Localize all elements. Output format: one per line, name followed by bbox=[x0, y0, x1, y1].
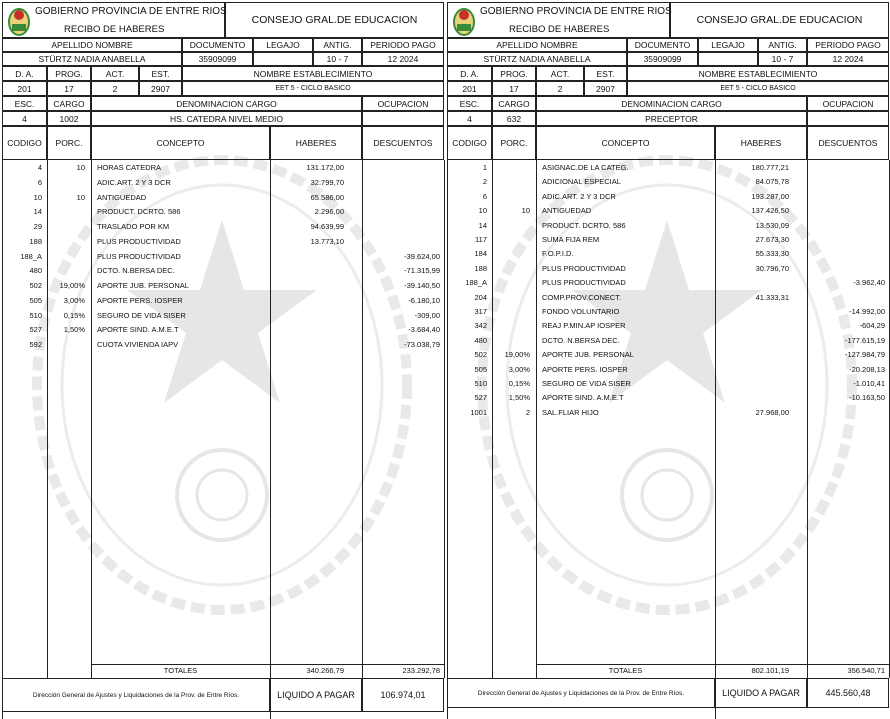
gov-title: GOBIERNO PROVINCIA DE ENTRE RIOS bbox=[480, 6, 672, 17]
codigo-cell: 188 bbox=[474, 263, 487, 273]
footer-divider bbox=[447, 708, 448, 719]
porc-cell: 10 bbox=[76, 192, 85, 202]
totals-label: TOTALES bbox=[163, 666, 198, 675]
codigo-cell: 4 bbox=[37, 163, 42, 172]
porc-cell: 1,50% bbox=[63, 325, 85, 335]
liquido-value: 106.974,01 bbox=[362, 678, 444, 712]
header-4: PERIODO PAGO bbox=[807, 38, 889, 52]
haberes-cell: 27.673,30 bbox=[755, 235, 789, 244]
concepto-cell: FONDO VOLUNTARIO bbox=[542, 307, 620, 316]
table-row bbox=[447, 321, 889, 333]
codigo-cell: 317 bbox=[474, 307, 487, 316]
value2-4: EET 5 - CICLO BASICO bbox=[182, 81, 444, 96]
concepto-cell: ASIGNAC.DE LA CATEG. bbox=[542, 163, 629, 172]
codigo-cell: 14 bbox=[478, 220, 487, 230]
haberes-cell: 27.968,00 bbox=[755, 407, 789, 417]
codigo-cell: 14 bbox=[33, 207, 42, 217]
haberes-cell: 94.639,99 bbox=[310, 222, 344, 231]
header2-0: D. A. bbox=[447, 66, 492, 81]
descuentos-cell: -71.315,99 bbox=[404, 266, 440, 276]
concepto-cell: ADICIONAL ESPECIAL bbox=[542, 177, 621, 187]
header3-1: CARGO bbox=[47, 96, 91, 111]
descuentos-cell: -6.180,10 bbox=[408, 295, 440, 305]
concepto-cell: PLUS PRODUCTIVIDAD bbox=[97, 251, 181, 261]
province-coat-of-arms-logo bbox=[8, 6, 30, 36]
table-row bbox=[2, 193, 444, 205]
footer-divider bbox=[715, 708, 716, 719]
footer-issuer: Dirección General de Ajustes y Liquidaciones de la Prov. de Entre Ríos. bbox=[447, 678, 715, 708]
haberes-cell: 30.796,70 bbox=[755, 263, 789, 273]
haberes-cell: 13.530,09 bbox=[755, 220, 789, 230]
value3-3 bbox=[807, 111, 889, 126]
header2-2: ACT. bbox=[536, 66, 584, 81]
codigo-cell: 1 bbox=[482, 163, 487, 172]
haberes-cell: 13.773,10 bbox=[310, 236, 344, 246]
table-row bbox=[447, 408, 889, 420]
column-header-descuentos: DESCUENTOS bbox=[362, 126, 444, 160]
value-3: 10 - 7 bbox=[758, 52, 807, 66]
value3-0: 4 bbox=[447, 111, 492, 126]
table-row bbox=[447, 221, 889, 233]
concepto-cell: SAL.FLIAR HIJO bbox=[542, 407, 599, 417]
value3-1: 1002 bbox=[47, 111, 91, 126]
value-2 bbox=[698, 52, 758, 66]
column-header-codigo: CODIGO bbox=[447, 126, 492, 160]
codigo-cell: 188_A bbox=[465, 278, 487, 288]
concepto-cell: APORTE PERS. IOSPER bbox=[97, 295, 183, 305]
value3-2: HS. CATEDRA NIVEL MEDIO bbox=[91, 111, 362, 126]
value-1: 35909099 bbox=[627, 52, 698, 66]
table-row bbox=[2, 237, 444, 249]
header2-3: EST. bbox=[139, 66, 182, 81]
table-row bbox=[447, 249, 889, 261]
table-row bbox=[2, 296, 444, 308]
header2-3: EST. bbox=[584, 66, 627, 81]
codigo-cell: 480 bbox=[474, 335, 487, 345]
concepto-cell: SEGURO DE VIDA SISER bbox=[542, 379, 631, 388]
column-header-porc: PORC. bbox=[492, 126, 536, 160]
table-row bbox=[2, 311, 444, 323]
descuentos-cell: -309,00 bbox=[414, 310, 440, 320]
codigo-cell: 502 bbox=[474, 350, 487, 360]
gov-title: GOBIERNO PROVINCIA DE ENTRE RIOS bbox=[35, 6, 227, 17]
table-row bbox=[447, 350, 889, 362]
concepto-cell: ANTIGUEDAD bbox=[542, 206, 592, 216]
header3-0: ESC. bbox=[2, 96, 47, 111]
concepto-cell: SEGURO DE VIDA SISER bbox=[97, 310, 186, 320]
concepto-cell: ANTIGUEDAD bbox=[97, 192, 147, 202]
header3-3: OCUPACION bbox=[807, 96, 889, 111]
document-title: RECIBO DE HABERES bbox=[64, 24, 165, 35]
haberes-cell: 180.777,21 bbox=[751, 163, 789, 172]
footer-divider bbox=[270, 712, 271, 719]
concepto-cell: F.O.P.I.D. bbox=[542, 249, 574, 259]
value2-3: 2907 bbox=[584, 81, 627, 96]
value3-3 bbox=[362, 111, 444, 126]
porc-cell: 1,50% bbox=[508, 393, 530, 403]
value2-1: 17 bbox=[47, 81, 91, 96]
haberes-cell: 131.172,00 bbox=[306, 163, 344, 172]
concepto-cell: APORTE JUB. PERSONAL bbox=[542, 350, 634, 360]
concepto-cell: PLUS PRODUCTIVIDAD bbox=[542, 263, 626, 273]
descuentos-cell: -73.038,79 bbox=[404, 340, 440, 349]
concepto-cell: ADIC.ART. 2 Y 3 DCR bbox=[542, 191, 616, 201]
value3-1: 632 bbox=[492, 111, 536, 126]
concepto-cell: APORTE JUB. PERSONAL bbox=[97, 281, 189, 290]
value2-0: 201 bbox=[447, 81, 492, 96]
porc-cell: 10 bbox=[521, 206, 530, 216]
haberes-cell: 2.296,00 bbox=[314, 207, 344, 217]
table-row bbox=[447, 336, 889, 348]
porc-cell: 19,00% bbox=[59, 281, 85, 290]
column-divider bbox=[444, 160, 445, 678]
header-0: APELLIDO NOMBRE bbox=[447, 38, 627, 52]
codigo-cell: 505 bbox=[474, 364, 487, 374]
concepto-cell: PRODUCT. DCRTO. 586 bbox=[97, 207, 181, 217]
haberes-cell: 55.333,30 bbox=[755, 249, 789, 259]
codigo-cell: 2 bbox=[482, 177, 487, 187]
descuentos-cell: -3.684,40 bbox=[408, 325, 440, 335]
value3-0: 4 bbox=[2, 111, 47, 126]
liquido-label: LIQUIDO A PAGAR bbox=[270, 678, 362, 712]
header2-0: D. A. bbox=[2, 66, 47, 81]
header-4: PERIODO PAGO bbox=[362, 38, 444, 52]
codigo-cell: 204 bbox=[474, 292, 487, 302]
province-coat-of-arms-logo bbox=[453, 6, 475, 36]
table-row bbox=[447, 393, 889, 405]
value2-2: 2 bbox=[91, 81, 139, 96]
value3-2: PRECEPTOR bbox=[536, 111, 807, 126]
codigo-cell: 480 bbox=[29, 266, 42, 276]
concepto-cell: ADIC.ART. 2 Y 3 DCR bbox=[97, 177, 171, 187]
column-header-concepto: CONCEPTO bbox=[91, 126, 270, 160]
codigo-cell: 117 bbox=[475, 235, 487, 244]
concepto-cell: PRODUCT. DCRTO. 586 bbox=[542, 220, 626, 230]
table-row bbox=[447, 379, 889, 391]
haberes-cell: 193.287,00 bbox=[751, 191, 789, 201]
column-header-haberes: HABERES bbox=[715, 126, 807, 160]
value-0: STÜRTZ NADIA ANABELLA bbox=[2, 52, 182, 66]
concepto-cell: HORAS CATEDRA bbox=[97, 163, 162, 172]
table-row bbox=[2, 252, 444, 264]
column-header-codigo: CODIGO bbox=[2, 126, 47, 160]
totals-line bbox=[536, 664, 889, 665]
concepto-cell: APORTE SIND. A.M.E.T bbox=[542, 393, 624, 403]
receipt-left bbox=[2, 0, 444, 719]
porc-cell: 10 bbox=[76, 163, 85, 172]
codigo-cell: 29 bbox=[33, 222, 42, 231]
codigo-cell: 184 bbox=[474, 249, 487, 259]
codigo-cell: 1001 bbox=[470, 407, 487, 417]
table-row bbox=[2, 222, 444, 234]
total-descuentos: 233.292,78 bbox=[402, 666, 440, 675]
value2-4: EET 5 - CICLO BASICO bbox=[627, 81, 889, 96]
header2-1: PROG. bbox=[492, 66, 536, 81]
codigo-cell: 505 bbox=[29, 295, 42, 305]
footer-divider bbox=[2, 712, 3, 719]
codigo-cell: 6 bbox=[482, 191, 487, 201]
haberes-cell: 32.799,70 bbox=[310, 177, 344, 187]
header2-2: ACT. bbox=[91, 66, 139, 81]
value2-0: 201 bbox=[2, 81, 47, 96]
table-row bbox=[2, 281, 444, 293]
value-0: STÜRTZ NADIA ANABELLA bbox=[447, 52, 627, 66]
haberes-cell: 65.586,00 bbox=[310, 192, 344, 202]
codigo-cell: 510 bbox=[29, 310, 42, 320]
receipt-right bbox=[447, 0, 889, 719]
council-name: CONSEJO GRAL.DE EDUCACION bbox=[225, 2, 444, 38]
codigo-cell: 527 bbox=[29, 325, 42, 335]
value-4: 12 2024 bbox=[807, 52, 889, 66]
header-2: LEGAJO bbox=[253, 38, 313, 52]
value-3: 10 - 7 bbox=[313, 52, 362, 66]
table-row bbox=[447, 163, 889, 175]
header-1: DOCUMENTO bbox=[182, 38, 253, 52]
header2-1: PROG. bbox=[47, 66, 91, 81]
total-haberes: 802.101,19 bbox=[751, 666, 789, 675]
descuentos-cell: -3.962,40 bbox=[853, 278, 885, 288]
concepto-cell: TRASLADO POR KM bbox=[97, 222, 170, 231]
concepto-cell: COMP.PROV.CONECT. bbox=[542, 292, 622, 302]
header3-3: OCUPACION bbox=[362, 96, 444, 111]
descuentos-cell: -39.624,00 bbox=[404, 251, 440, 261]
value-2 bbox=[253, 52, 313, 66]
codigo-cell: 188_A bbox=[20, 251, 42, 261]
header3-2: DENOMINACION CARGO bbox=[91, 96, 362, 111]
header2-4: NOMBRE ESTABLECIMIENTO bbox=[182, 66, 444, 81]
table-row bbox=[2, 163, 444, 175]
codigo-cell: 10 bbox=[33, 192, 42, 202]
total-haberes: 340.266,79 bbox=[306, 666, 344, 675]
header-3: ANTIG. bbox=[758, 38, 807, 52]
table-row bbox=[447, 365, 889, 377]
descuentos-cell: -1.010,41 bbox=[853, 379, 885, 388]
header-3: ANTIG. bbox=[313, 38, 362, 52]
table-row bbox=[447, 177, 889, 189]
table-row bbox=[2, 207, 444, 219]
porc-cell: 19,00% bbox=[504, 350, 530, 360]
codigo-cell: 510 bbox=[474, 379, 487, 388]
council-name: CONSEJO GRAL.DE EDUCACION bbox=[670, 2, 889, 38]
concepto-cell: PLUS PRODUCTIVIDAD bbox=[542, 278, 626, 288]
concepto-cell: PLUS PRODUCTIVIDAD bbox=[97, 236, 181, 246]
porc-cell: 2 bbox=[525, 407, 530, 417]
concepto-cell: DCTO. N.BERSA DEC. bbox=[542, 335, 620, 345]
header-1: DOCUMENTO bbox=[627, 38, 698, 52]
descuentos-cell: -14.992,00 bbox=[849, 307, 885, 316]
table-row bbox=[2, 325, 444, 337]
footer-issuer: Dirección General de Ajustes y Liquidaciones de la Prov. de Entre Ríos. bbox=[2, 678, 270, 712]
concepto-cell: CUOTA VIVIENDA IAPV bbox=[97, 340, 179, 349]
concepto-cell: REAJ P.MIN.AP IOSPER bbox=[542, 321, 626, 331]
header-0: APELLIDO NOMBRE bbox=[2, 38, 182, 52]
porc-cell: 3,00% bbox=[63, 295, 85, 305]
table-row bbox=[447, 264, 889, 276]
value-1: 35909099 bbox=[182, 52, 253, 66]
column-header-porc: PORC. bbox=[47, 126, 91, 160]
header3-2: DENOMINACION CARGO bbox=[536, 96, 807, 111]
liquido-label: LIQUIDO A PAGAR bbox=[715, 678, 807, 708]
header3-1: CARGO bbox=[492, 96, 536, 111]
descuentos-cell: -604,29 bbox=[859, 321, 885, 331]
totals-line bbox=[91, 664, 444, 665]
column-header-haberes: HABERES bbox=[270, 126, 362, 160]
header2-4: NOMBRE ESTABLECIMIENTO bbox=[627, 66, 889, 81]
column-header-descuentos: DESCUENTOS bbox=[807, 126, 889, 160]
table-row bbox=[447, 307, 889, 319]
codigo-cell: 342 bbox=[474, 321, 487, 331]
column-header-concepto: CONCEPTO bbox=[536, 126, 715, 160]
haberes-cell: 84.075,78 bbox=[755, 177, 789, 187]
codigo-cell: 527 bbox=[474, 393, 487, 403]
liquido-value: 445.560,48 bbox=[807, 678, 889, 708]
header3-0: ESC. bbox=[447, 96, 492, 111]
total-descuentos: 356.540,71 bbox=[847, 666, 885, 675]
table-row bbox=[2, 266, 444, 278]
table-row bbox=[447, 293, 889, 305]
codigo-cell: 502 bbox=[29, 281, 42, 290]
table-row bbox=[447, 278, 889, 290]
document-title: RECIBO DE HABERES bbox=[509, 24, 610, 35]
value-4: 12 2024 bbox=[362, 52, 444, 66]
table-row bbox=[447, 206, 889, 218]
haberes-cell: 41.333,31 bbox=[755, 292, 789, 302]
porc-cell: 3,00% bbox=[508, 364, 530, 374]
codigo-cell: 188 bbox=[29, 236, 42, 246]
codigo-cell: 10 bbox=[478, 206, 487, 216]
codigo-cell: 592 bbox=[29, 340, 42, 349]
descuentos-cell: -127.984,79 bbox=[844, 350, 885, 360]
concepto-cell: DCTO. N.BERSA DEC. bbox=[97, 266, 175, 276]
value2-1: 17 bbox=[492, 81, 536, 96]
porc-cell: 0,15% bbox=[508, 379, 530, 388]
table-row bbox=[2, 178, 444, 190]
table-row bbox=[447, 192, 889, 204]
table-row bbox=[2, 340, 444, 352]
value2-2: 2 bbox=[536, 81, 584, 96]
descuentos-cell: -10.163,50 bbox=[849, 393, 885, 403]
descuentos-cell: -39.140,50 bbox=[404, 281, 440, 290]
concepto-cell: APORTE SIND. A.M.E.T bbox=[97, 325, 179, 335]
codigo-cell: 6 bbox=[37, 177, 42, 187]
descuentos-cell: -177.615,19 bbox=[844, 335, 885, 345]
porc-cell: 0,15% bbox=[63, 310, 85, 320]
header-2: LEGAJO bbox=[698, 38, 758, 52]
concepto-cell: SUMA FIJA REM bbox=[542, 235, 600, 244]
concepto-cell: APORTE PERS. IOSPER bbox=[542, 364, 628, 374]
table-row bbox=[447, 235, 889, 247]
value2-3: 2907 bbox=[139, 81, 182, 96]
totals-label: TOTALES bbox=[608, 666, 643, 675]
haberes-cell: 137.426,50 bbox=[751, 206, 789, 216]
descuentos-cell: -20.208,13 bbox=[849, 364, 885, 374]
